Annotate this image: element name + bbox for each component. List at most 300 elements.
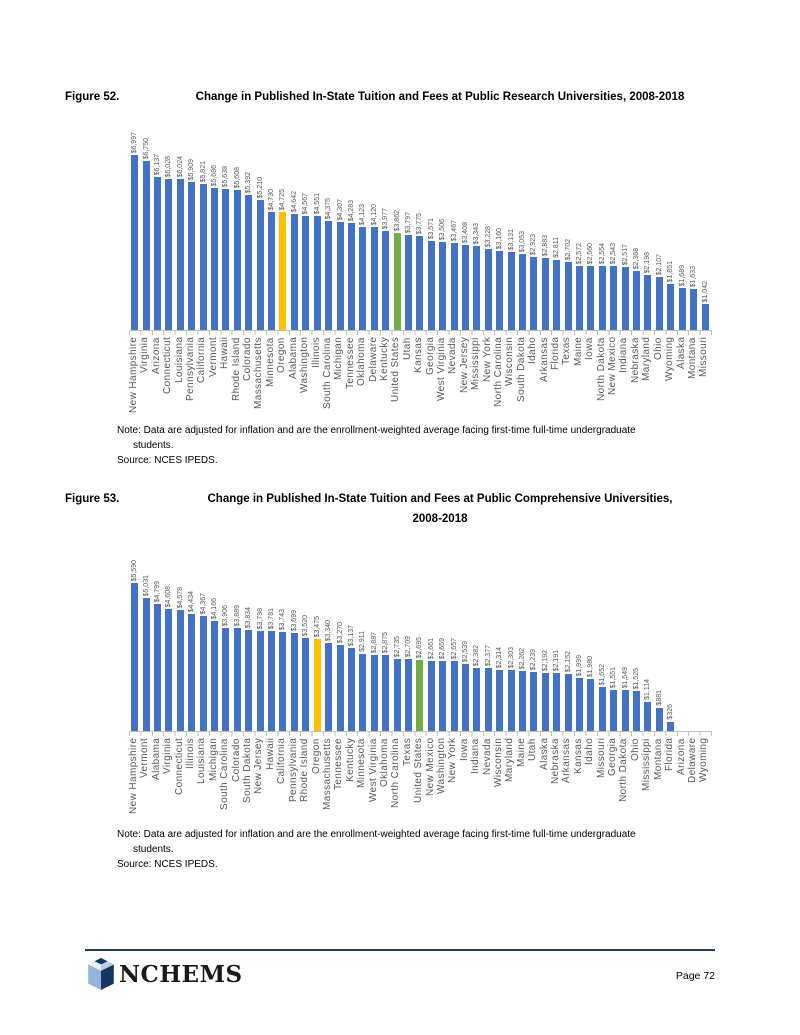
bar-value-label: $3,775 (416, 212, 424, 234)
bar-value-label: $2,702 (564, 238, 572, 260)
bar-value-label: $2,709 (404, 635, 412, 657)
bar-value-label: $2,887 (370, 631, 378, 653)
note-line-1: Note: Data are adjusted for inflation and are the enrollment-weighted average facing first-time full-time undergraduate (117, 425, 636, 436)
figure53-chart (129, 555, 711, 826)
bar-alabama (291, 214, 298, 330)
category-label: New York (481, 337, 493, 383)
bar-nevada (451, 243, 458, 330)
category-label: United States (390, 337, 402, 403)
bar-tennessee (337, 645, 344, 731)
bar-column (688, 266, 699, 330)
bar-column (437, 219, 448, 330)
category-label: New Mexico (607, 337, 619, 396)
footer-divider (85, 949, 715, 951)
note-line-2: students. (133, 440, 174, 451)
bar-column (391, 210, 402, 330)
bar-column (346, 200, 357, 330)
bar-value-label: $4,730 (268, 188, 276, 210)
bar-column (277, 609, 288, 731)
category-label: Nebraska (550, 738, 562, 784)
category-label: New York (447, 738, 459, 784)
bar-vermont (211, 188, 218, 330)
bar-arkansas (565, 674, 572, 731)
bar-column (426, 638, 437, 731)
bar-column (357, 204, 368, 330)
bar-value-label: $3,906 (222, 604, 230, 626)
category-label: Wisconsin (504, 337, 516, 387)
category-label: Oklahoma (356, 337, 368, 386)
bar-value-label: $3,797 (404, 211, 412, 233)
bar-value-label: $3,699 (290, 609, 298, 631)
bar-value-label: $1,551 (610, 666, 618, 688)
figure52-label: Figure 52. (65, 91, 120, 103)
bar-colorado (245, 195, 252, 330)
category-label: Arkansas (561, 738, 573, 783)
category-label: New Jersey (458, 337, 470, 394)
category-label: Arkansas (538, 337, 550, 382)
bar-hawaii (268, 631, 275, 731)
bar-value-label: $4,578 (176, 586, 184, 608)
bar-value-label: $4,375 (325, 197, 333, 219)
bar-value-label: $3,506 (439, 218, 447, 240)
bar-maine (519, 671, 526, 731)
bar-column (289, 191, 300, 330)
bar-column (505, 229, 516, 330)
bar-montana (656, 708, 663, 731)
bar-oregon (314, 639, 321, 731)
figure53-caption (65, 489, 737, 529)
bar-value-label: $3,571 (427, 217, 435, 239)
category-label: United States (413, 738, 425, 804)
bar-massachusetts (257, 200, 264, 330)
category-label: Kentucky (344, 738, 356, 783)
bar-value-label: $2,695 (416, 636, 424, 658)
bar-column (426, 218, 437, 330)
category-label: Iowa (458, 738, 470, 761)
category-label: Connecticut (173, 738, 185, 796)
bar-value-label: $3,137 (347, 624, 355, 646)
bar-value-label: $3,781 (268, 607, 276, 629)
category-label: Illinois (310, 337, 322, 368)
category-label: Washington (299, 337, 311, 394)
bar-column (357, 631, 368, 731)
bar-north-dakota (622, 690, 629, 731)
bar-column (608, 667, 619, 731)
bar-column (266, 608, 277, 731)
bar-column (699, 281, 710, 330)
bar-column (175, 587, 186, 731)
bar-column (654, 254, 665, 330)
category-label: Missouri (698, 337, 710, 378)
bar-iowa (587, 266, 594, 330)
bar-value-label: $1,689 (678, 264, 686, 286)
bar-new-york (485, 249, 492, 330)
bar-oregon (279, 212, 286, 330)
bar-column (540, 235, 551, 330)
bar-column (631, 668, 642, 731)
category-label: Tennessee (333, 738, 345, 790)
category-label: Idaho (584, 738, 596, 766)
bar-column (585, 656, 596, 731)
bar-column (562, 239, 573, 330)
bar-value-label: $2,377 (484, 644, 492, 666)
bar-value-label: $6,137 (154, 153, 162, 175)
bar-column (369, 204, 380, 330)
bar-washington (439, 661, 446, 731)
bar-column (517, 648, 528, 731)
bar-column (551, 650, 562, 731)
bar-column (414, 213, 425, 330)
bar-virginia (165, 609, 172, 731)
bar-north-carolina (394, 659, 401, 731)
category-label: Rhode Island (230, 337, 242, 401)
bar-column (266, 189, 277, 330)
category-label: South Carolina (321, 337, 333, 409)
bar-kansas (416, 236, 423, 330)
category-label: Ohio (652, 337, 664, 360)
bar-new-hampshire (131, 155, 138, 330)
category-label: Delaware (367, 337, 379, 383)
category-label: Wyoming (698, 738, 710, 783)
bar-utah (405, 235, 412, 330)
bar-value-label: $6,750 (142, 137, 150, 159)
category-label: Massachusetts (321, 738, 333, 810)
bar-column (232, 167, 243, 330)
bar-west-virginia (371, 655, 378, 731)
bar-column (129, 132, 140, 330)
bar-column (369, 632, 380, 731)
nchems-cube-icon (86, 958, 116, 990)
bar-west-virginia (439, 242, 446, 330)
bar-delaware (371, 227, 378, 330)
bar-value-label: $3,520 (302, 614, 310, 636)
category-label: Washington (435, 738, 447, 795)
bar-illinois (314, 216, 321, 330)
bar-column (460, 641, 471, 731)
figure53-plot-area (129, 555, 711, 731)
bar-new-york (451, 661, 458, 731)
bar-oklahoma (382, 655, 389, 731)
bar-value-label: $4,608 (165, 585, 173, 607)
nchems-logo (86, 958, 243, 990)
bar-column (665, 261, 676, 330)
bar-column (483, 226, 494, 330)
category-label: Michigan (207, 738, 219, 782)
bar-column (209, 165, 220, 330)
category-label: North Dakota (618, 738, 630, 802)
bar-south-dakota (245, 630, 252, 731)
bar-hawaii (222, 189, 229, 330)
bar-florida (667, 722, 674, 731)
bar-illinois (188, 614, 195, 731)
category-label: Montana (652, 738, 664, 780)
bar-column (220, 605, 231, 731)
category-label: Alaska (538, 738, 550, 771)
category-label: Virginia (139, 337, 151, 374)
bar-value-label: $2,735 (393, 635, 401, 657)
figure53-x-axis (129, 731, 712, 736)
category-label: South Dakota (242, 738, 254, 804)
bar-maryland (508, 670, 515, 731)
bar-value-label: $4,120 (370, 203, 378, 225)
bar-column (437, 638, 448, 731)
bar-ohio (633, 691, 640, 731)
bar-value-label: $5,590 (131, 559, 139, 581)
category-label: Louisiana (196, 738, 208, 785)
category-label: Oklahoma (378, 738, 390, 787)
bar-column (551, 237, 562, 330)
bar-column (175, 156, 186, 330)
bar-alabama (154, 604, 161, 731)
bar-value-label: $3,343 (473, 222, 481, 244)
bar-value-label: $3,340 (325, 619, 333, 641)
category-label: Pennsylvania (185, 337, 197, 402)
bar-value-label: $2,661 (427, 637, 435, 659)
figure52-title: Change in Published In-State Tuition and Fees at Public Research Universities, 2008-2018 (195, 91, 685, 103)
bar-indiana (473, 668, 480, 731)
bar-arkansas (542, 258, 549, 330)
bar-california (200, 184, 207, 330)
source-line: Source: NCES IPEDS. (117, 859, 218, 870)
bar-column (152, 581, 163, 731)
bar-south-carolina (325, 221, 332, 330)
bar-column (494, 647, 505, 731)
bar-iowa (462, 664, 469, 731)
bar-value-label: $2,239 (530, 648, 538, 670)
bar-nevada (485, 668, 492, 731)
bar-column (665, 704, 676, 731)
bar-value-label: $2,543 (610, 242, 618, 264)
category-label: Arizona (150, 337, 162, 374)
bar-value-label: $2,191 (553, 649, 561, 671)
figure53-title-line1: Change in Published In-State Tuition and Fees at Public Comprehensive Universities, (207, 493, 673, 505)
bar-value-label: $3,160 (496, 227, 504, 249)
category-label: West Virginia (367, 738, 379, 802)
bar-column (642, 679, 653, 731)
category-label: New Hampshire (128, 738, 139, 815)
bar-column (642, 252, 653, 330)
bar-value-label: $2,554 (598, 242, 606, 264)
bar-value-label: $5,392 (245, 171, 253, 193)
bar-california (279, 632, 286, 731)
bar-value-label: $5,821 (199, 160, 207, 182)
bar-value-label: $3,467 (450, 219, 458, 241)
bar-maryland (644, 275, 651, 330)
bar-column (289, 610, 300, 731)
bar-column (471, 223, 482, 330)
bar-column (186, 591, 197, 731)
bar-value-label: $3,131 (507, 228, 515, 250)
bar-column (300, 615, 311, 731)
figure52-x-axis-labels (129, 337, 711, 425)
bar-missouri (599, 687, 606, 731)
bar-value-label: $3,053 (519, 230, 527, 252)
bar-value-label: $2,875 (382, 631, 390, 653)
category-label: Texas (561, 337, 573, 366)
bar-value-label: $4,123 (359, 203, 367, 225)
bar-value-label: $4,799 (154, 580, 162, 602)
category-label: California (276, 738, 288, 785)
category-label: Indiana (618, 337, 630, 373)
bar-column (312, 193, 323, 330)
bar-column (209, 598, 220, 731)
bar-missouri (702, 304, 709, 330)
bar-georgia (428, 241, 435, 330)
bar-florida (553, 260, 560, 330)
category-label: Colorado (242, 337, 254, 381)
bar-value-label: $2,883 (541, 234, 549, 256)
category-label: Missouri (595, 738, 607, 779)
category-label: Illinois (185, 738, 197, 769)
bar-texas (565, 262, 572, 330)
bar-value-label: $4,367 (199, 592, 207, 614)
category-label: Mississippi (470, 337, 482, 390)
bar-column (152, 154, 163, 330)
bar-michigan (211, 621, 218, 731)
bar-value-label: $3,408 (461, 221, 469, 243)
category-label: Louisiana (173, 337, 185, 384)
bar-massachusetts (325, 643, 332, 731)
bar-column (574, 655, 585, 731)
category-label: Mississippi (641, 738, 653, 791)
bar-value-label: $3,977 (382, 207, 390, 229)
bar-column (140, 575, 151, 731)
category-label: Arizona (675, 738, 687, 775)
category-label: Ohio (629, 738, 641, 761)
bar-value-label: $2,192 (541, 649, 549, 671)
category-label: North Carolina (493, 337, 504, 408)
bar-column (323, 620, 334, 731)
bar-alaska (542, 673, 549, 731)
bar-column (243, 607, 254, 731)
category-label: Pennsylvania (287, 738, 299, 803)
category-label: New Jersey (253, 738, 265, 795)
figure52-note (117, 423, 717, 468)
category-label: Kansas (413, 337, 425, 373)
bar-value-label: $2,198 (644, 251, 652, 273)
bar-pennsylvania (291, 633, 298, 731)
bar-column (254, 177, 265, 330)
bar-column (403, 636, 414, 731)
category-label: West Virginia (435, 337, 447, 401)
bar-utah (530, 672, 537, 731)
bar-value-label: $4,434 (188, 590, 196, 612)
figure53-title (143, 489, 737, 529)
bar-rhode-island (302, 638, 309, 731)
category-label: California (196, 337, 208, 384)
bar-kentucky (382, 231, 389, 330)
category-label: Indiana (470, 738, 482, 774)
bar-column (574, 243, 585, 330)
bar-column (677, 265, 688, 330)
bar-value-label: $4,725 (279, 188, 287, 210)
bar-value-label: $2,572 (576, 242, 584, 264)
bar-south-carolina (222, 628, 229, 731)
figure53-x-axis-labels (129, 738, 711, 826)
figure52-caption (65, 90, 737, 105)
bar-value-label: $2,657 (450, 637, 458, 659)
bar-column (540, 650, 551, 731)
bar-column (597, 243, 608, 330)
bar-value-label: $2,314 (496, 646, 504, 668)
bar-value-label: $2,107 (655, 253, 663, 275)
category-label: Alaska (675, 337, 687, 370)
bar-column (197, 161, 208, 330)
bar-value-label: $2,539 (461, 640, 469, 662)
bar-value-label: $6,024 (176, 155, 184, 177)
figure52-plot-area (129, 127, 711, 330)
category-label: North Carolina (390, 738, 402, 809)
bar-value-label: $4,567 (302, 192, 310, 214)
category-label: Kansas (572, 738, 584, 774)
bar-texas (405, 659, 412, 731)
bar-column (300, 193, 311, 330)
bar-new-jersey (257, 631, 264, 731)
bar-colorado (234, 628, 241, 731)
category-label: Tennessee (344, 337, 356, 389)
bar-column (163, 586, 174, 731)
bar-column (277, 189, 288, 330)
bar-value-label: $3,270 (336, 621, 344, 643)
bar-column (619, 244, 630, 330)
bar-value-label: $1,980 (587, 655, 595, 677)
bar-value-label: $3,798 (256, 607, 264, 629)
bar-value-label: $5,210 (256, 176, 264, 198)
bar-washington (302, 216, 309, 330)
bar-value-label: $1,114 (644, 679, 652, 700)
category-label: New Mexico (424, 738, 436, 797)
bar-value-label: $2,262 (519, 647, 527, 669)
bar-louisiana (200, 616, 207, 731)
bar-column (448, 220, 459, 330)
category-label: Vermont (207, 337, 219, 378)
category-label: Virginia (162, 738, 174, 775)
figure52-chart (129, 127, 711, 425)
bar-value-label: $4,551 (313, 192, 321, 214)
bar-value-label: $326 (667, 704, 675, 720)
bar-column (129, 560, 140, 731)
bar-value-label: $3,834 (245, 606, 253, 628)
bar-north-dakota (599, 266, 606, 330)
category-label: Nevada (447, 337, 459, 374)
bar-value-label: $2,382 (473, 644, 481, 666)
category-label: Hawaii (219, 337, 231, 370)
bar-mississippi (473, 246, 480, 330)
bar-virginia (143, 161, 150, 330)
category-label: North Dakota (595, 337, 607, 401)
bar-connecticut (177, 610, 184, 731)
bar-column (163, 156, 174, 330)
note-line-1: Note: Data are adjusted for inflation and are the enrollment-weighted average facing first-time full-time undergraduate (117, 829, 636, 840)
bar-column (403, 212, 414, 330)
bar-south-dakota (519, 254, 526, 330)
bar-united-states (416, 660, 423, 731)
bar-minnesota (359, 654, 366, 731)
bar-value-label: $1,999 (576, 654, 584, 676)
bar-column (334, 199, 345, 330)
bar-column (619, 667, 630, 731)
bar-column (631, 248, 642, 330)
bar-wisconsin (496, 670, 503, 731)
bar-value-label: $881 (655, 690, 663, 706)
bar-rhode-island (234, 190, 241, 330)
bar-value-label: $1,652 (598, 663, 606, 685)
category-label: Maryland (504, 738, 516, 783)
bar-column (585, 243, 596, 330)
category-label: Florida (550, 337, 562, 371)
category-label: Colorado (230, 738, 242, 782)
nchems-wordmark: NCHEMS (119, 960, 243, 988)
